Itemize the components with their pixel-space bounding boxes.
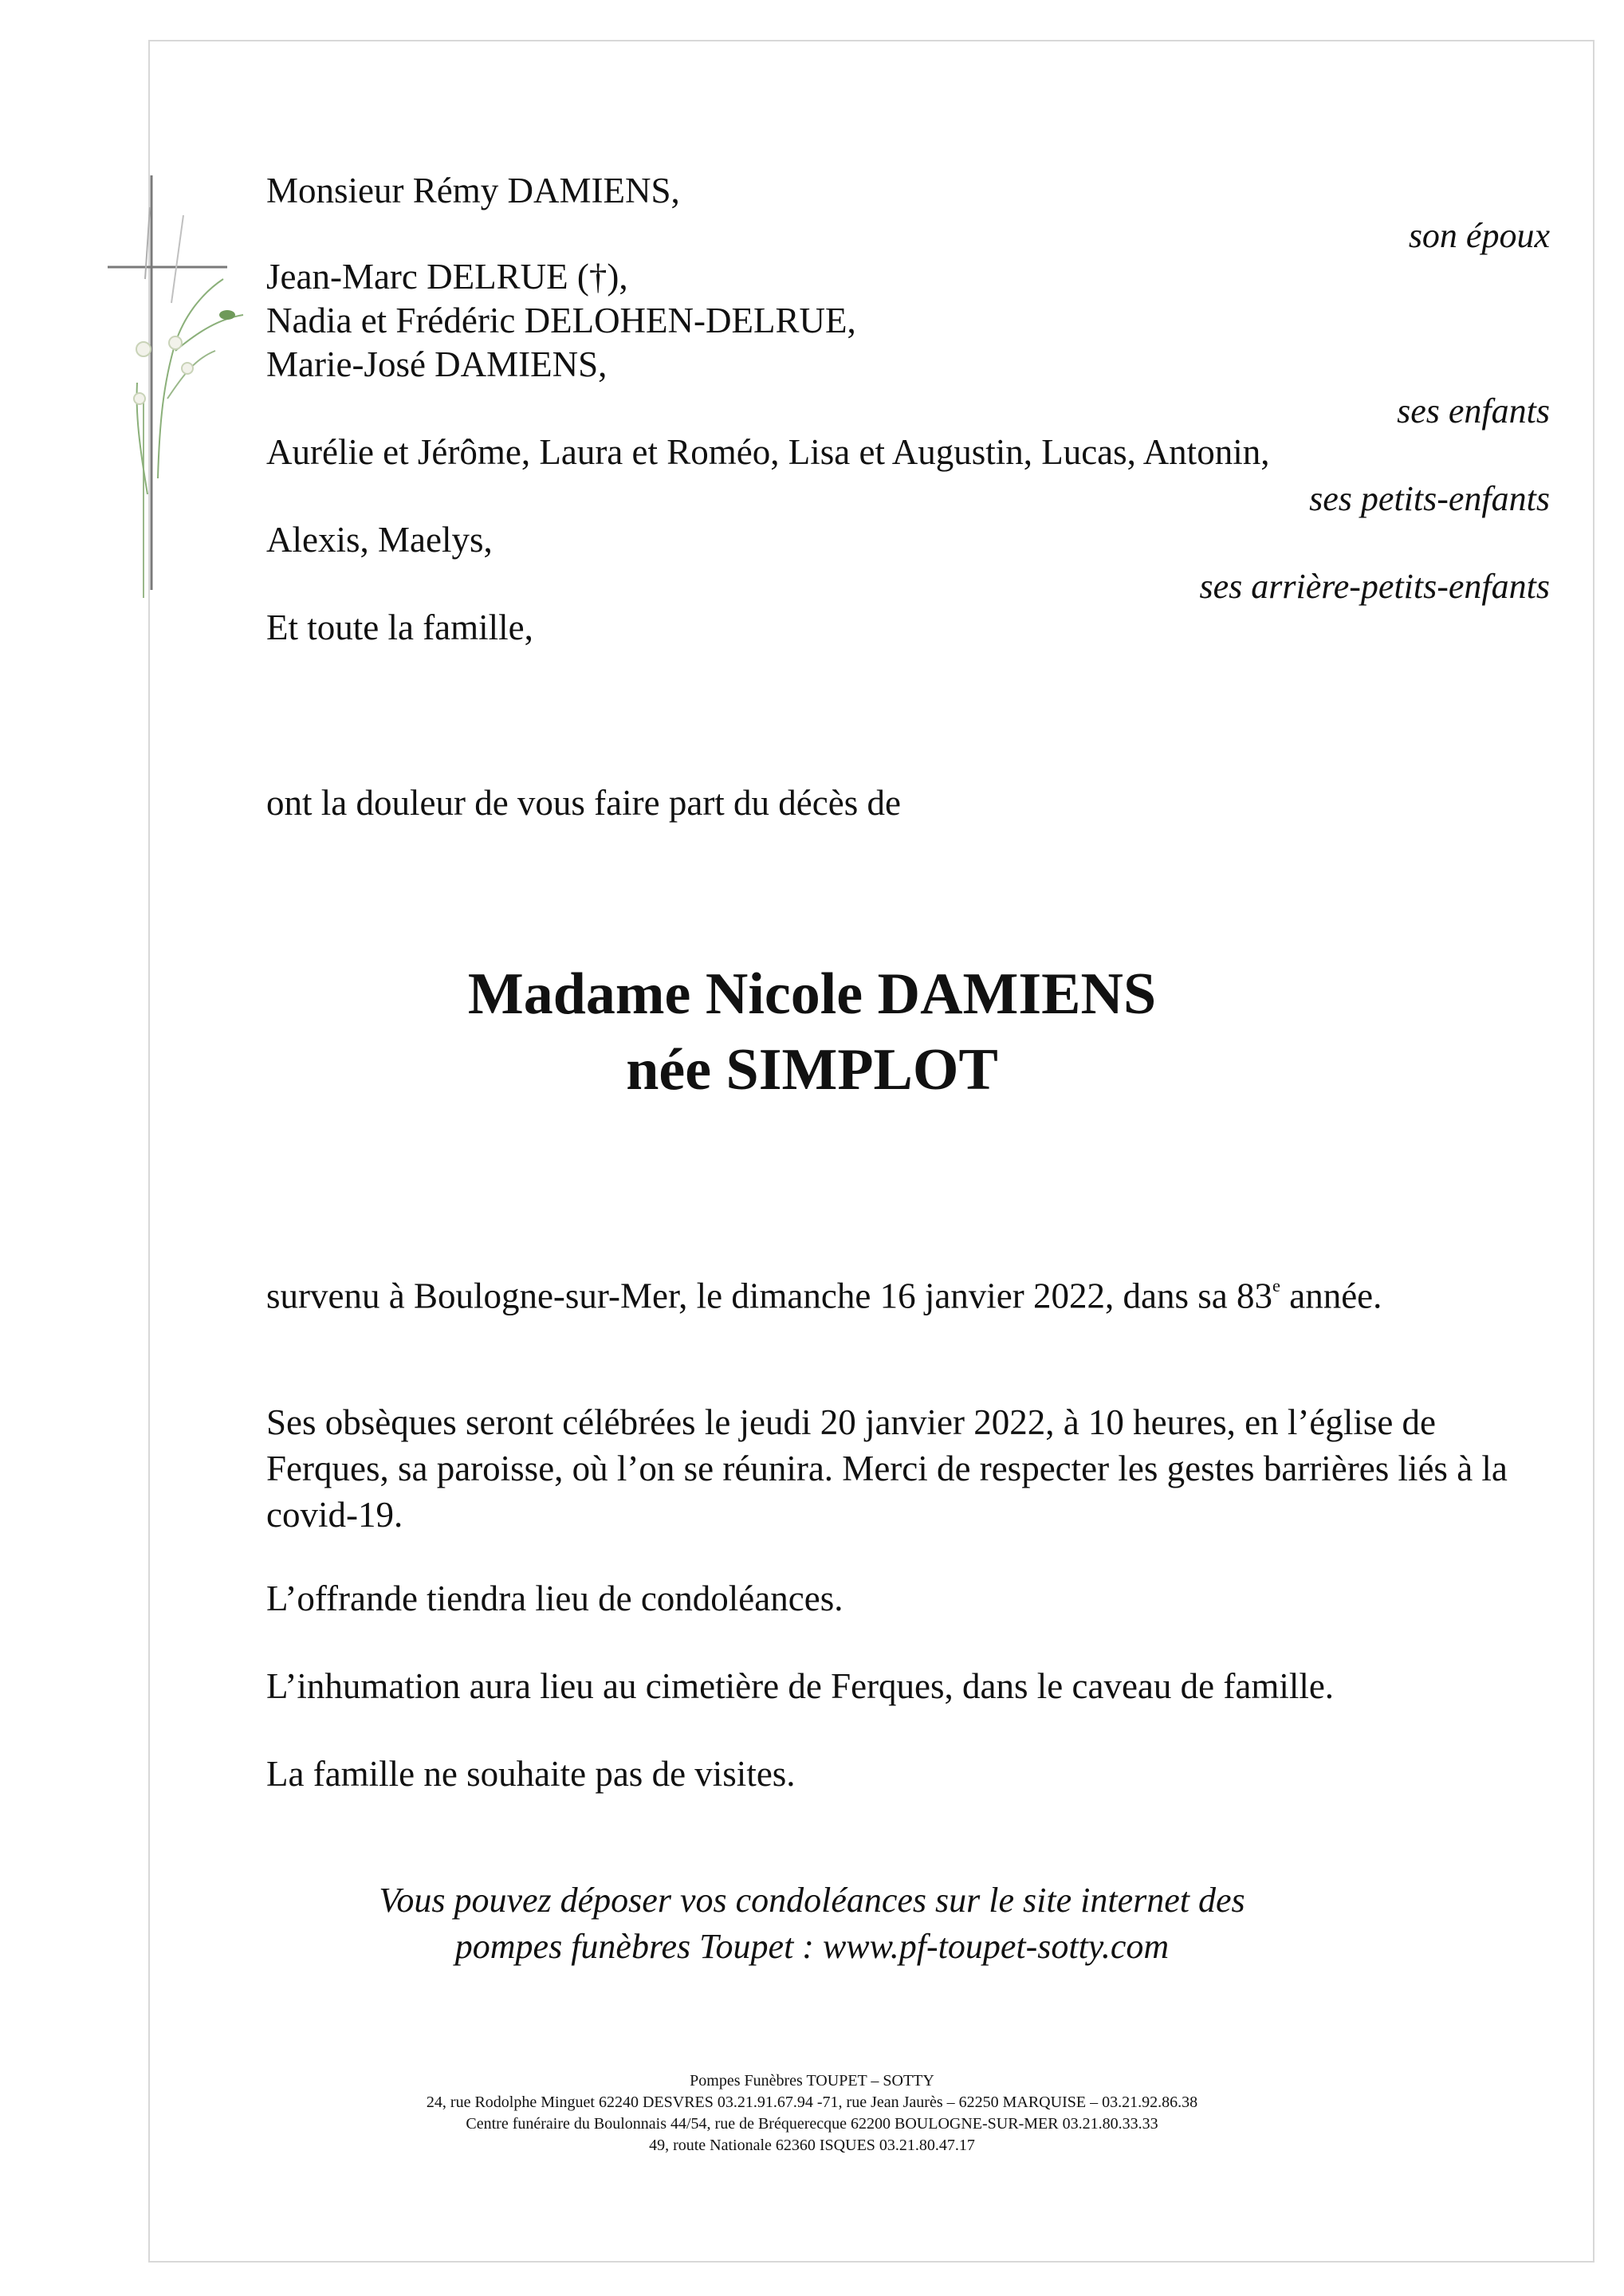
ordinal-suffix: e (1272, 1276, 1280, 1295)
great-grandchildren-names: Alexis, Maelys, (266, 520, 493, 560)
deceased-name: Madame Nicole DAMIENS (467, 961, 1157, 1027)
spouse-name: Monsieur Rémy DAMIENS, (266, 171, 680, 210)
visits-text: La famille ne souhaite pas de visites. (266, 1754, 796, 1794)
footer-address-3: 49, route Nationale 62360 ISQUES 03.21.80.47.17 (649, 2137, 975, 2154)
child-name: Nadia et Frédéric DELOHEN-DELRUE, (266, 301, 856, 340)
death-text-end: année. (1280, 1276, 1382, 1316)
condolences-line-1: Vous pouvez déposer vos condoléances sur le site internet des (379, 1881, 1245, 1920)
cross-lily-icon (96, 159, 247, 606)
offering-text: L’offrande tiendra lieu de condoléances. (266, 1578, 843, 1618)
death-text: survenu à Boulogne-sur-Mer, le dimanche 16 janvier 2022, dans sa 83 (266, 1276, 1272, 1316)
footer-address-1: 24, rue Rodolphe Minguet 62240 DESVRES 03.21.91.67.94 -71, rue Jean Jaurès – 62250 MARQUISE – 03.21.92.86.38 (426, 2094, 1198, 2111)
all-family: Et toute la famille, (266, 607, 533, 647)
condolences-line-2: pompes funèbres Toupet : www.pf-toupet-sotty.com (454, 1927, 1170, 1966)
child-name: Marie-José DAMIENS, (266, 344, 608, 384)
child-name: Jean-Marc DELRUE (†), (266, 257, 628, 297)
footer-address-2: Centre funéraire du Boulonnais 44/54, rue de Bréquerecque 62200 BOULOGNE-SUR-MER 03.21.80.33.33 (466, 2115, 1158, 2133)
deceased-maiden-name: née SIMPLOT (626, 1037, 998, 1103)
funeral-home-footer (0, 2070, 1624, 2156)
burial-text: L’inhumation aura lieu au cimetière de Ferques, dans le caveau de famille. (266, 1666, 1335, 1706)
children-role: ses enfants (1397, 391, 1550, 431)
announcement-text: ont la douleur de vous faire part du décès de (266, 783, 901, 823)
spouse-role: son époux (1408, 216, 1550, 255)
funeral-paragraph: Ses obsèques seront célébrées le jeudi 20 janvier 2022, à 10 heures, en l’église de Ferques, sa paroisse, où l’on se réunira. Merci de respecter les gestes barrières liés à la covid-19. (266, 1402, 1508, 1535)
grandchildren-role: ses petits-enfants (1309, 479, 1550, 518)
grandchildren-names: Aurélie et Jérôme, Laura et Roméo, Lisa et Augustin, Lucas, Antonin, (266, 432, 1270, 472)
footer-company: Pompes Funèbres TOUPET – SOTTY (690, 2072, 934, 2090)
death-details (266, 1277, 1382, 1314)
great-grandchildren-role: ses arrière-petits-enfants (1199, 567, 1550, 606)
